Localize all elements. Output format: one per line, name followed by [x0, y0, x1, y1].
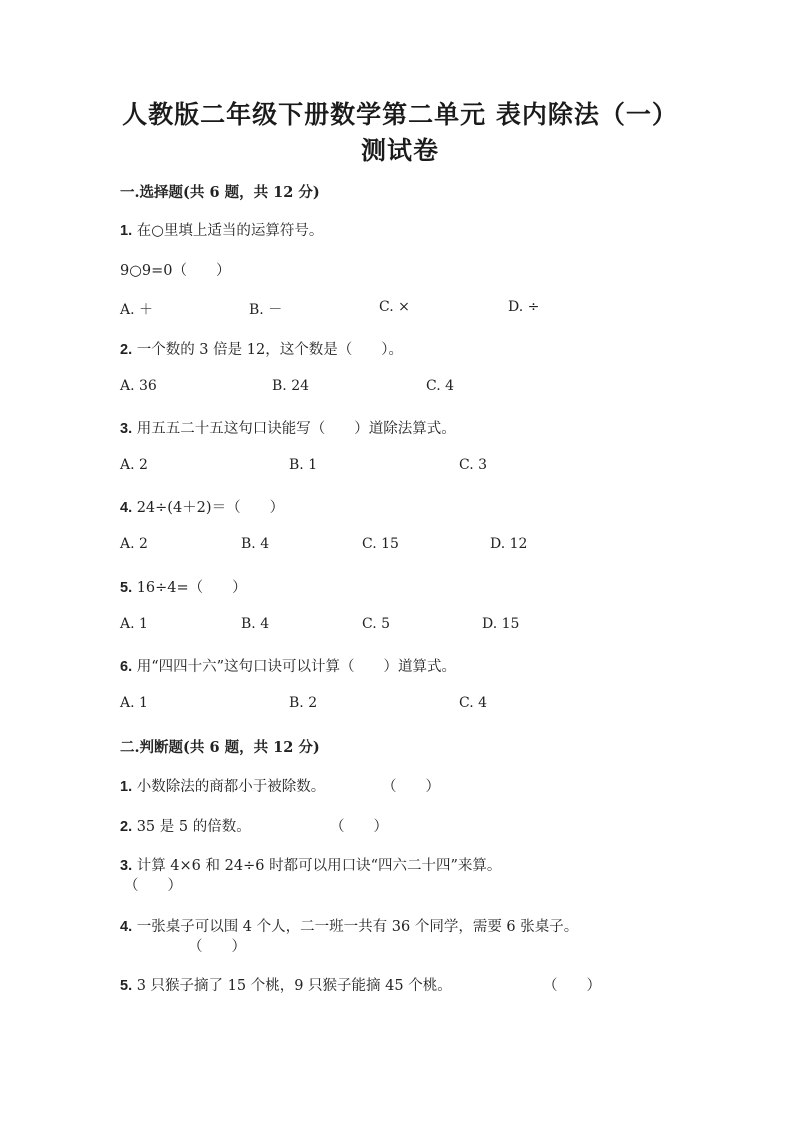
option-c[interactable]: C. 4 [459, 695, 488, 711]
question-number: 4. [120, 500, 133, 516]
answer-blank[interactable]: （ ） [330, 819, 388, 835]
judgement-question-3 [120, 854, 501, 875]
question-text: 一个数的 3 倍是 12，这个数是（ ）。 [136, 342, 403, 358]
option-b[interactable]: B. 4 [241, 536, 270, 552]
page-subtitle: 测试卷 [360, 136, 439, 165]
question-text: 在○里填上适当的运算符号。 [136, 223, 324, 239]
option-c[interactable]: C. 3 [459, 457, 488, 473]
question-number: 2. [120, 819, 133, 835]
option-d[interactable]: D. ÷ [508, 299, 540, 315]
question-text: 24÷(4＋2)＝（ ） [136, 500, 285, 516]
question-text: 35 是 5 的倍数。 [136, 819, 251, 835]
question-text: 3 只猴子摘了 15 个桃，9 只猴子能摘 45 个桃。 [136, 978, 452, 994]
judgement-question-2 [120, 815, 251, 836]
question-number: 2. [120, 342, 133, 358]
option-a[interactable]: A. 2 [120, 457, 148, 473]
question-number: 3. [120, 421, 133, 437]
question-number: 1. [120, 779, 133, 795]
question-number: 4. [120, 919, 133, 935]
question-number: 5. [120, 978, 133, 994]
question-number: 1. [120, 223, 133, 239]
section-heading-choice: 一.选择题(共 6 题，共 12 分) [120, 184, 320, 201]
choice-question-3 [120, 417, 456, 438]
option-a[interactable]: A. 1 [120, 695, 148, 711]
question-text: 用五五二十五这句口诀能写（ ）道除法算式。 [136, 421, 456, 437]
option-a[interactable]: A. 2 [120, 536, 148, 552]
choice-question-6 [120, 655, 456, 676]
option-c[interactable]: C. 5 [362, 616, 391, 632]
answer-blank[interactable]: （ ） [188, 939, 246, 955]
option-b[interactable]: B. 4 [241, 616, 270, 632]
judgement-question-1 [120, 775, 325, 796]
option-a[interactable]: A. 1 [120, 616, 148, 632]
option-c[interactable]: C. 15 [362, 536, 399, 552]
choice-question-1 [120, 219, 323, 240]
choice-question-4 [120, 496, 284, 517]
section-heading-judgement: 二.判断题(共 6 题，共 12 分) [120, 739, 320, 756]
question-number: 3. [120, 858, 133, 874]
question-text: 用“四四十六”这句口诀可以计算（ ）道算式。 [136, 659, 457, 675]
option-d[interactable]: D. 15 [482, 616, 520, 632]
question-number: 5. [120, 580, 133, 596]
answer-blank[interactable]: （ ） [543, 978, 601, 994]
answer-blank[interactable]: （ ） [124, 878, 182, 894]
option-a[interactable]: A. ＋ [120, 302, 154, 318]
question-text: 16÷4=（ ） [136, 580, 247, 596]
question-text: 计算 4×6 和 24÷6 时都可以用口诀“四六二十四”来算。 [136, 858, 502, 874]
option-b[interactable]: B. 1 [289, 457, 318, 473]
option-c[interactable]: C. 4 [426, 378, 455, 394]
question-number: 6. [120, 659, 133, 675]
choice-question-5 [120, 576, 247, 597]
judgement-question-5 [120, 974, 452, 995]
choice-question-2 [120, 338, 403, 359]
option-d[interactable]: D. 12 [490, 536, 528, 552]
question-text: 小数除法的商都小于被除数。 [136, 779, 326, 795]
question-text: 一张桌子可以围 4 个人，二一班一共有 36 个同学，需要 6 张桌子。 [136, 919, 579, 935]
option-c[interactable]: C. × [379, 299, 410, 315]
option-b[interactable]: B. － [249, 302, 283, 318]
page-title: 人教版二年级下册数学第二单元 表内除法（一） [122, 100, 678, 129]
option-b[interactable]: B. 2 [289, 695, 318, 711]
judgement-question-4 [120, 915, 578, 936]
answer-blank[interactable]: （ ） [382, 779, 440, 795]
option-a[interactable]: A. 36 [120, 378, 157, 394]
question-expression: 9○9=0（ ） [120, 263, 231, 279]
option-b[interactable]: B. 24 [272, 378, 310, 394]
